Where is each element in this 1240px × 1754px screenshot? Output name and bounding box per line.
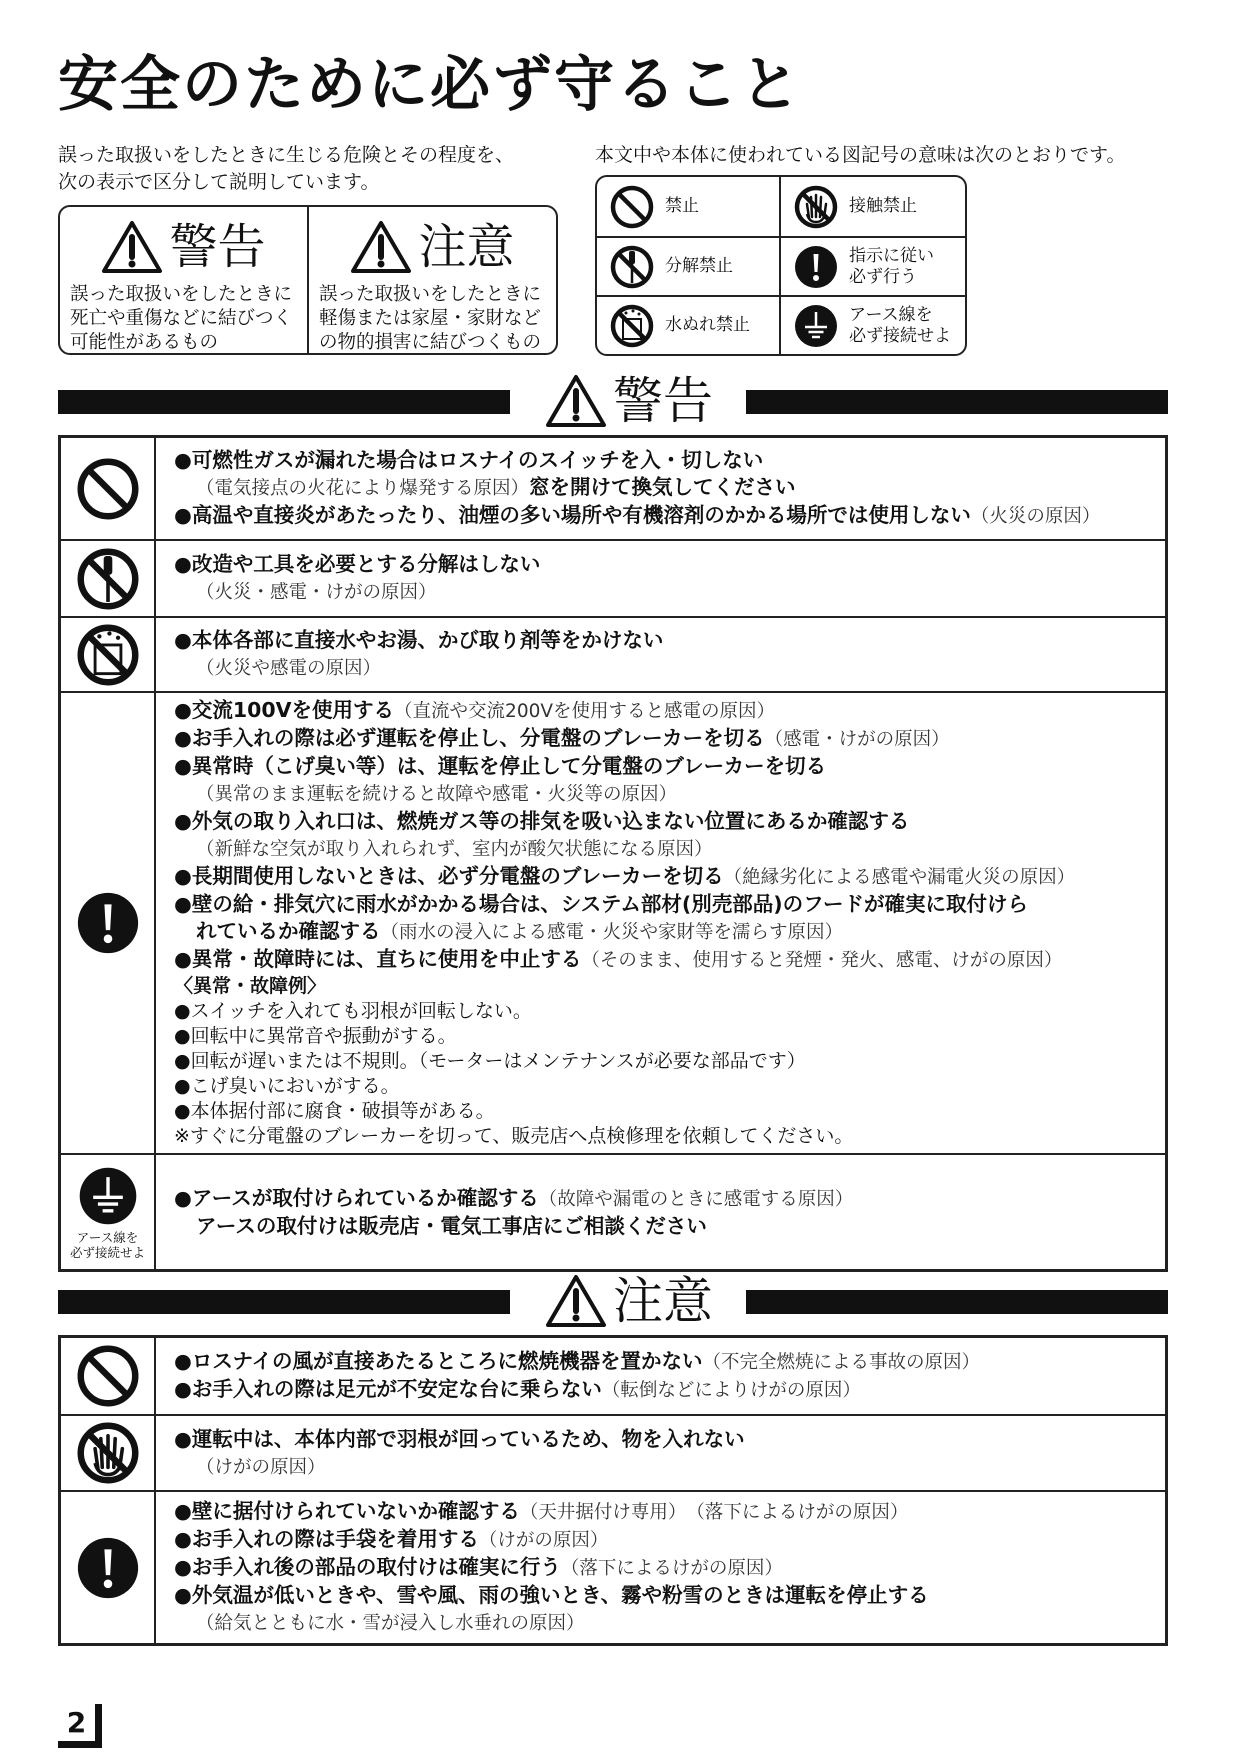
- no-touch-icon: [75, 1420, 141, 1486]
- earth-icon: [77, 1165, 139, 1227]
- level-desc-line: 死亡や重傷などに結びつく: [70, 308, 293, 329]
- prohibition-icon: [75, 456, 141, 522]
- symbol-legend: [595, 175, 967, 356]
- page-number: 2: [58, 1704, 95, 1741]
- warning-heading: 警告: [613, 372, 713, 430]
- no-disassembly-icon: [75, 546, 141, 612]
- warning-heading-band: [58, 372, 1168, 430]
- item-line: ●交流100Vを使用する（直流や交流200Vを使用すると感電の原因）: [174, 698, 776, 722]
- item-line: ●壁の給・排気穴に雨水がかかる場合は、システム部材(別売部品)のフードが確実に取付けら: [174, 892, 1028, 916]
- item-line: ●高温や直接炎があたったり、油煙の多い場所や有機溶剤のかかる場所では使用しない（火災の原因）: [174, 503, 1101, 527]
- mandatory-icon: [75, 1535, 141, 1601]
- item-line: れているか確認する（雨水の浸入による感電・火災や家財等を濡らす原因）: [196, 919, 844, 943]
- icon-caption: アース線を 必ず接続せよ: [69, 1229, 145, 1260]
- item-line: ●外気温が低いときや、雪や風、雨の強いとき、霧や粉雪のときは運転を停止する: [174, 1583, 929, 1607]
- item-line: ●お手入れの際は手袋を着用する（けがの原因）: [174, 1527, 609, 1551]
- mandatory-icon: [793, 244, 839, 290]
- item-line: ●壁に据付けられていないか確認する（天井据付け専用） （落下によるけがの原因）: [174, 1499, 909, 1523]
- warning-triangle-icon: [545, 374, 607, 428]
- item-line: ※すぐに分電盤のブレーカーを切って、販売店へ点検修理を依頼してください。: [174, 1125, 854, 1147]
- warning-triangle-icon: [350, 220, 412, 274]
- level-desc-line: 誤った取扱いをしたときに: [70, 284, 293, 305]
- symbol-label: 分解禁止: [665, 256, 733, 276]
- level-desc-line: の物的損害に結びつくもの: [319, 332, 542, 353]
- intro-right: [595, 142, 1125, 169]
- item-line: ●改造や工具を必要とする分解はしない: [174, 552, 541, 576]
- item-line: ●ロスナイの風が直接あたるところに燃焼機器を置かない（不完全燃焼による事故の原因）: [174, 1349, 981, 1373]
- item-line: ●本体各部に直接水やお湯、かび取り剤等をかけない: [174, 628, 664, 652]
- level-warning: [60, 207, 307, 353]
- intro-left: [58, 142, 514, 196]
- symbol-label-line: 必ず接続せよ: [849, 325, 951, 346]
- item-line: （電気接点の火花により爆発する原因）窓を開けて換気してください: [196, 475, 796, 499]
- no-wet-icon: [609, 303, 655, 349]
- item-line: ●長期間使用しないときは、必ず分電盤のブレーカーを切る（絶縁劣化による感電や漏電火災の原因）: [174, 864, 1076, 888]
- table-row: [61, 616, 1165, 691]
- item-line: （異常のまま運転を続けると故障や感電・火災等の原因）: [196, 784, 678, 805]
- item-line: ●異常・故障時には、直ちに使用を中止する（そのまま、使用すると発煙・発火、感電、けがの原因）: [174, 947, 1063, 971]
- item-line: ●可燃性ガスが漏れた場合はロスナイのスイッチを入・切しない: [174, 448, 764, 472]
- table-row: [61, 691, 1165, 1153]
- item-line: ●スイッチを入れても羽根が回転しない。: [174, 1000, 532, 1022]
- symbol-label: [849, 246, 934, 288]
- no-touch-icon: [793, 184, 839, 230]
- item-line: ●外気の取り入れ口は、燃焼ガス等の排気を吸い込まない位置にあるか確認する: [174, 809, 910, 833]
- item-line: （火災や感電の原因）: [196, 658, 382, 679]
- prohibition-icon: [609, 184, 655, 230]
- no-disassembly-icon: [609, 244, 655, 290]
- item-line: ●本体据付部に腐食・破損等がある。: [174, 1100, 495, 1122]
- symbol-label-line: 必ず行う: [849, 266, 917, 287]
- symbol-label: 禁止: [665, 196, 699, 216]
- symbol-no-wet: [597, 295, 781, 354]
- item-line: ●アースが取付けられているか確認する（故障や漏電のときに感電する原因）: [174, 1185, 854, 1210]
- page-title: 安全のために必ず守ること: [58, 50, 802, 120]
- mandatory-icon: [75, 890, 141, 956]
- symbol-mandatory: [781, 236, 965, 295]
- caution-heading-band: [58, 1272, 1168, 1330]
- symbol-prohibition: [597, 177, 781, 236]
- table-row: [61, 1414, 1165, 1490]
- level-desc-line: 誤った取扱いをしたときに: [319, 284, 542, 305]
- warning-table: [58, 435, 1168, 1272]
- warning-triangle-icon: [101, 220, 163, 274]
- table-row: [61, 1490, 1165, 1643]
- symbol-earth: [781, 295, 965, 354]
- item-line: ●回転中に異常音や振動がする。: [174, 1025, 457, 1047]
- item-line: （新鮮な空気が取り入れられず、室内が酸欠状態になる原因）: [196, 839, 713, 860]
- item-line: （火災・感電・けがの原因）: [196, 582, 437, 603]
- item-line: ●お手入れの際は必ず運転を停止し、分電盤のブレーカーを切る（感電・けがの原因）: [174, 726, 950, 750]
- level-word: 注意: [418, 219, 515, 275]
- item-line: 〈異常・故障例〉: [174, 975, 327, 997]
- symbol-label: [849, 305, 951, 347]
- level-word: 警告: [169, 219, 266, 275]
- symbol-label-line: アース線を: [849, 304, 933, 325]
- symbol-label: 水ぬれ禁止: [665, 315, 750, 335]
- table-row: [61, 1153, 1165, 1269]
- page-number-badge: [58, 1704, 102, 1748]
- no-wet-icon: [75, 622, 141, 688]
- table-row: [61, 1338, 1165, 1414]
- item-line: ●運転中は、本体内部で羽根が回っているため、物を入れない: [174, 1426, 745, 1451]
- symbol-no-disassembly: [597, 236, 781, 295]
- symbol-label: 接触禁止: [849, 196, 917, 216]
- intro-left-line: 次の表示で区分して説明しています。: [58, 171, 380, 193]
- symbol-no-touch: [781, 177, 965, 236]
- item-line: アースの取付けは販売店・電気工事店にご相談ください: [196, 1213, 707, 1238]
- prohibition-icon: [75, 1343, 141, 1409]
- level-desc-line: 軽傷または家屋・家財など: [319, 308, 542, 329]
- intro-left-line: 誤った取扱いをしたときに生じる危険とその程度を、: [58, 144, 515, 166]
- caution-table: [58, 1335, 1168, 1646]
- item-line: ●お手入れ後の部品の取付けは確実に行う（落下によるけがの原因）: [174, 1555, 783, 1579]
- earth-icon: [793, 303, 839, 349]
- intro-right-line: 本文中や本体に使われている図記号の意味は次のとおりです。: [595, 144, 1126, 166]
- level-desc-line: 可能性があるもの: [70, 332, 219, 353]
- item-line: ●回転が遅いまたは不規則。（モーターはメンテナンスが必要な部品です）: [174, 1050, 806, 1072]
- level-caution: [307, 207, 556, 353]
- item-line: （給気とともに水・雪が浸入し水垂れの原因）: [196, 1613, 585, 1634]
- table-row: [61, 539, 1165, 616]
- table-row: [61, 438, 1165, 539]
- item-line: （けがの原因）: [196, 1456, 326, 1478]
- caution-heading: 注意: [613, 1272, 713, 1330]
- warning-triangle-icon: [545, 1274, 607, 1328]
- item-line: ●こげ臭いにおいがする。: [174, 1075, 400, 1097]
- symbol-label-line: 指示に従い: [849, 245, 934, 266]
- hazard-level-box: [58, 205, 558, 355]
- item-line: ●お手入れの際は足元が不安定な台に乗らない（転倒などによりけがの原因）: [174, 1377, 861, 1401]
- item-line: ●異常時（こげ臭い等）は、運転を停止して分電盤のブレーカーを切る: [174, 754, 827, 778]
